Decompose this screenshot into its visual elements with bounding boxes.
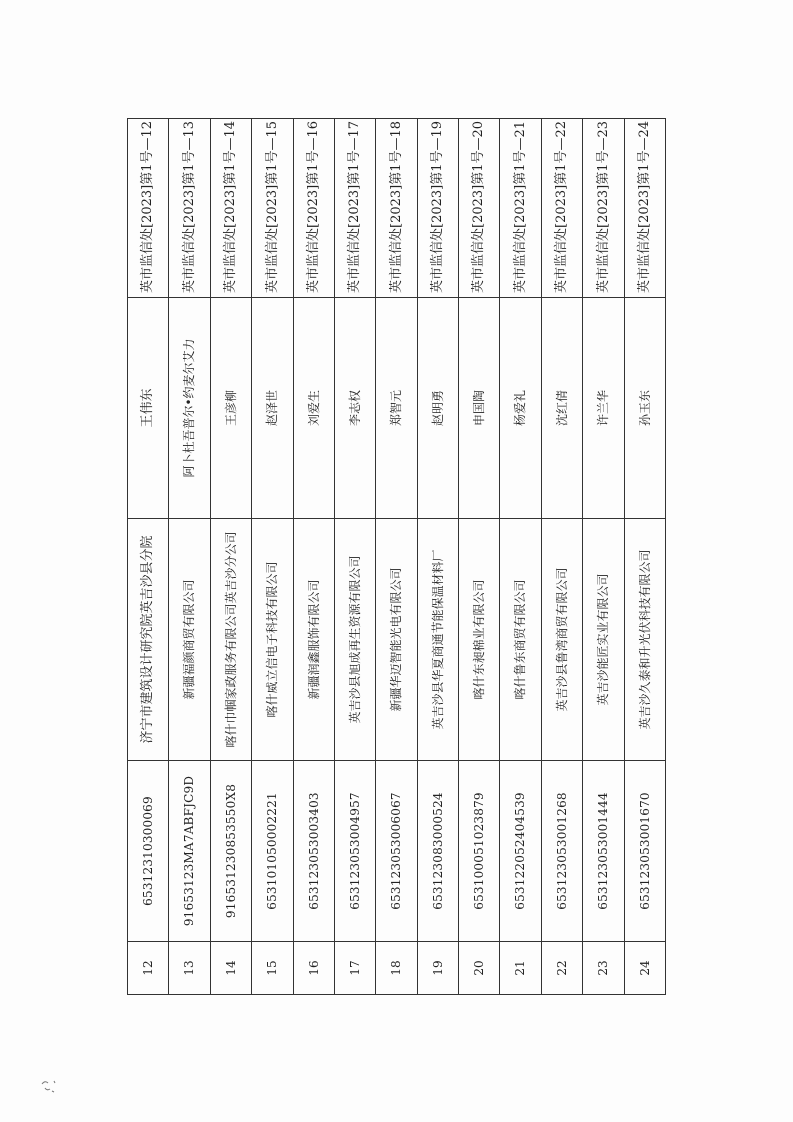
row-index: 16 — [293, 942, 334, 995]
responsible-person: 刘爱生 — [293, 298, 334, 519]
responsible-person: 赵明勇 — [417, 298, 458, 519]
document-number: 英市监信处[2023]第1号—24 — [624, 119, 666, 298]
registration-code: 653123053004957 — [334, 761, 375, 942]
entity-name: 英吉沙县鲁湾商贸有限公司 — [541, 519, 582, 761]
record-table — [127, 118, 666, 995]
table-row — [293, 119, 334, 995]
table-row — [376, 119, 417, 995]
registration-code: 653123053001670 — [624, 761, 666, 942]
document-number: 英市监信处[2023]第1号—15 — [252, 119, 293, 298]
table-row — [624, 119, 666, 995]
responsible-person: 赵泽世 — [252, 298, 293, 519]
row-index: 17 — [334, 942, 375, 995]
table-row — [128, 119, 169, 995]
responsible-person: 杨爱礼 — [500, 298, 541, 519]
table-row — [252, 119, 293, 995]
responsible-person: 李志权 — [334, 298, 375, 519]
row-index: 24 — [624, 942, 666, 995]
document-number: 英市监信处[2023]第1号—16 — [293, 119, 334, 298]
row-index: 15 — [252, 942, 293, 995]
entity-name: 喀什鲁东商贸有限公司 — [500, 519, 541, 761]
registration-code: 653100051023879 — [459, 761, 500, 942]
responsible-person: 阿卜杜吾普尔•约麦尔艾力 — [169, 298, 210, 519]
entity-name: 济宁市建筑设计研究院英吉沙县分院 — [128, 519, 169, 761]
entity-name: 新疆华迈智能光电有限公司 — [376, 519, 417, 761]
row-index: 18 — [376, 942, 417, 995]
table-row — [334, 119, 375, 995]
document-number: 英市监信处[2023]第1号—13 — [169, 119, 210, 298]
responsible-person: 申国陶 — [459, 298, 500, 519]
entity-name: 喀什威立信电子科技有限公司 — [252, 519, 293, 761]
document-number: 英市监信处[2023]第1号—23 — [583, 119, 624, 298]
document-number: 英市监信处[2023]第1号—19 — [417, 119, 458, 298]
entity-name: 英吉沙县旭成再生资源有限公司 — [334, 519, 375, 761]
registration-code: 653123053001444 — [583, 761, 624, 942]
rotated-table-container — [127, 119, 666, 995]
registration-code: 653123053003403 — [293, 761, 334, 942]
row-index: 12 — [128, 942, 169, 995]
document-number: 英市监信处[2023]第1号—12 — [128, 119, 169, 298]
entity-name: 喀什巾帼家政服务有限公司英吉沙分公司 — [210, 519, 251, 761]
document-number: 英市监信处[2023]第1号—17 — [334, 119, 375, 298]
registration-code: 653122052404539 — [500, 761, 541, 942]
registration-code: 91653123MA7ABFJC9D — [169, 761, 210, 942]
table-row — [459, 119, 500, 995]
registration-code: 653101050002221 — [252, 761, 293, 942]
entity-name: 英吉沙县华夏商通节能保温材料厂 — [417, 519, 458, 761]
table-row — [541, 119, 582, 995]
entity-name: 英吉沙久泰和升光伏科技有限公司 — [624, 519, 666, 761]
document-number: 英市监信处[2023]第1号—22 — [541, 119, 582, 298]
responsible-person: 王彦柳 — [210, 298, 251, 519]
document-number: 英市监信处[2023]第1号—18 — [376, 119, 417, 298]
table-row — [583, 119, 624, 995]
document-number: 英市监信处[2023]第1号—14 — [210, 119, 251, 298]
responsible-person: 王伟东 — [128, 298, 169, 519]
row-index: 23 — [583, 942, 624, 995]
document-number: 英市监信处[2023]第1号—20 — [459, 119, 500, 298]
registration-code: 653123083000524 — [417, 761, 458, 942]
responsible-person: 许兰华 — [583, 298, 624, 519]
table-row — [500, 119, 541, 995]
row-index: 13 — [169, 942, 210, 995]
table-row — [210, 119, 251, 995]
registration-code: 65312310300069 — [128, 761, 169, 942]
table-row — [417, 119, 458, 995]
registration-code: 916531230853550X8 — [210, 761, 251, 942]
entity-name: 新疆润鑫服饰有限公司 — [293, 519, 334, 761]
row-index: 22 — [541, 942, 582, 995]
responsible-person: 孙玉东 — [624, 298, 666, 519]
row-index: 14 — [210, 942, 251, 995]
registration-code: 653123053006067 — [376, 761, 417, 942]
entity-name: 新疆福颜商贸有限公司 — [169, 519, 210, 761]
entity-name: 喀什东昶棉业有限公司 — [459, 519, 500, 761]
row-index: 21 — [500, 942, 541, 995]
responsible-person: 沈红倩 — [541, 298, 582, 519]
row-index: 20 — [459, 942, 500, 995]
row-index: 19 — [417, 942, 458, 995]
scan-speck-mark — [36, 1072, 62, 1098]
responsible-person: 郑智元 — [376, 298, 417, 519]
document-number: 英市监信处[2023]第1号—21 — [500, 119, 541, 298]
registration-code: 653123053001268 — [541, 761, 582, 942]
table-row — [169, 119, 210, 995]
entity-name: 英吉沙能匠实业有限公司 — [583, 519, 624, 761]
